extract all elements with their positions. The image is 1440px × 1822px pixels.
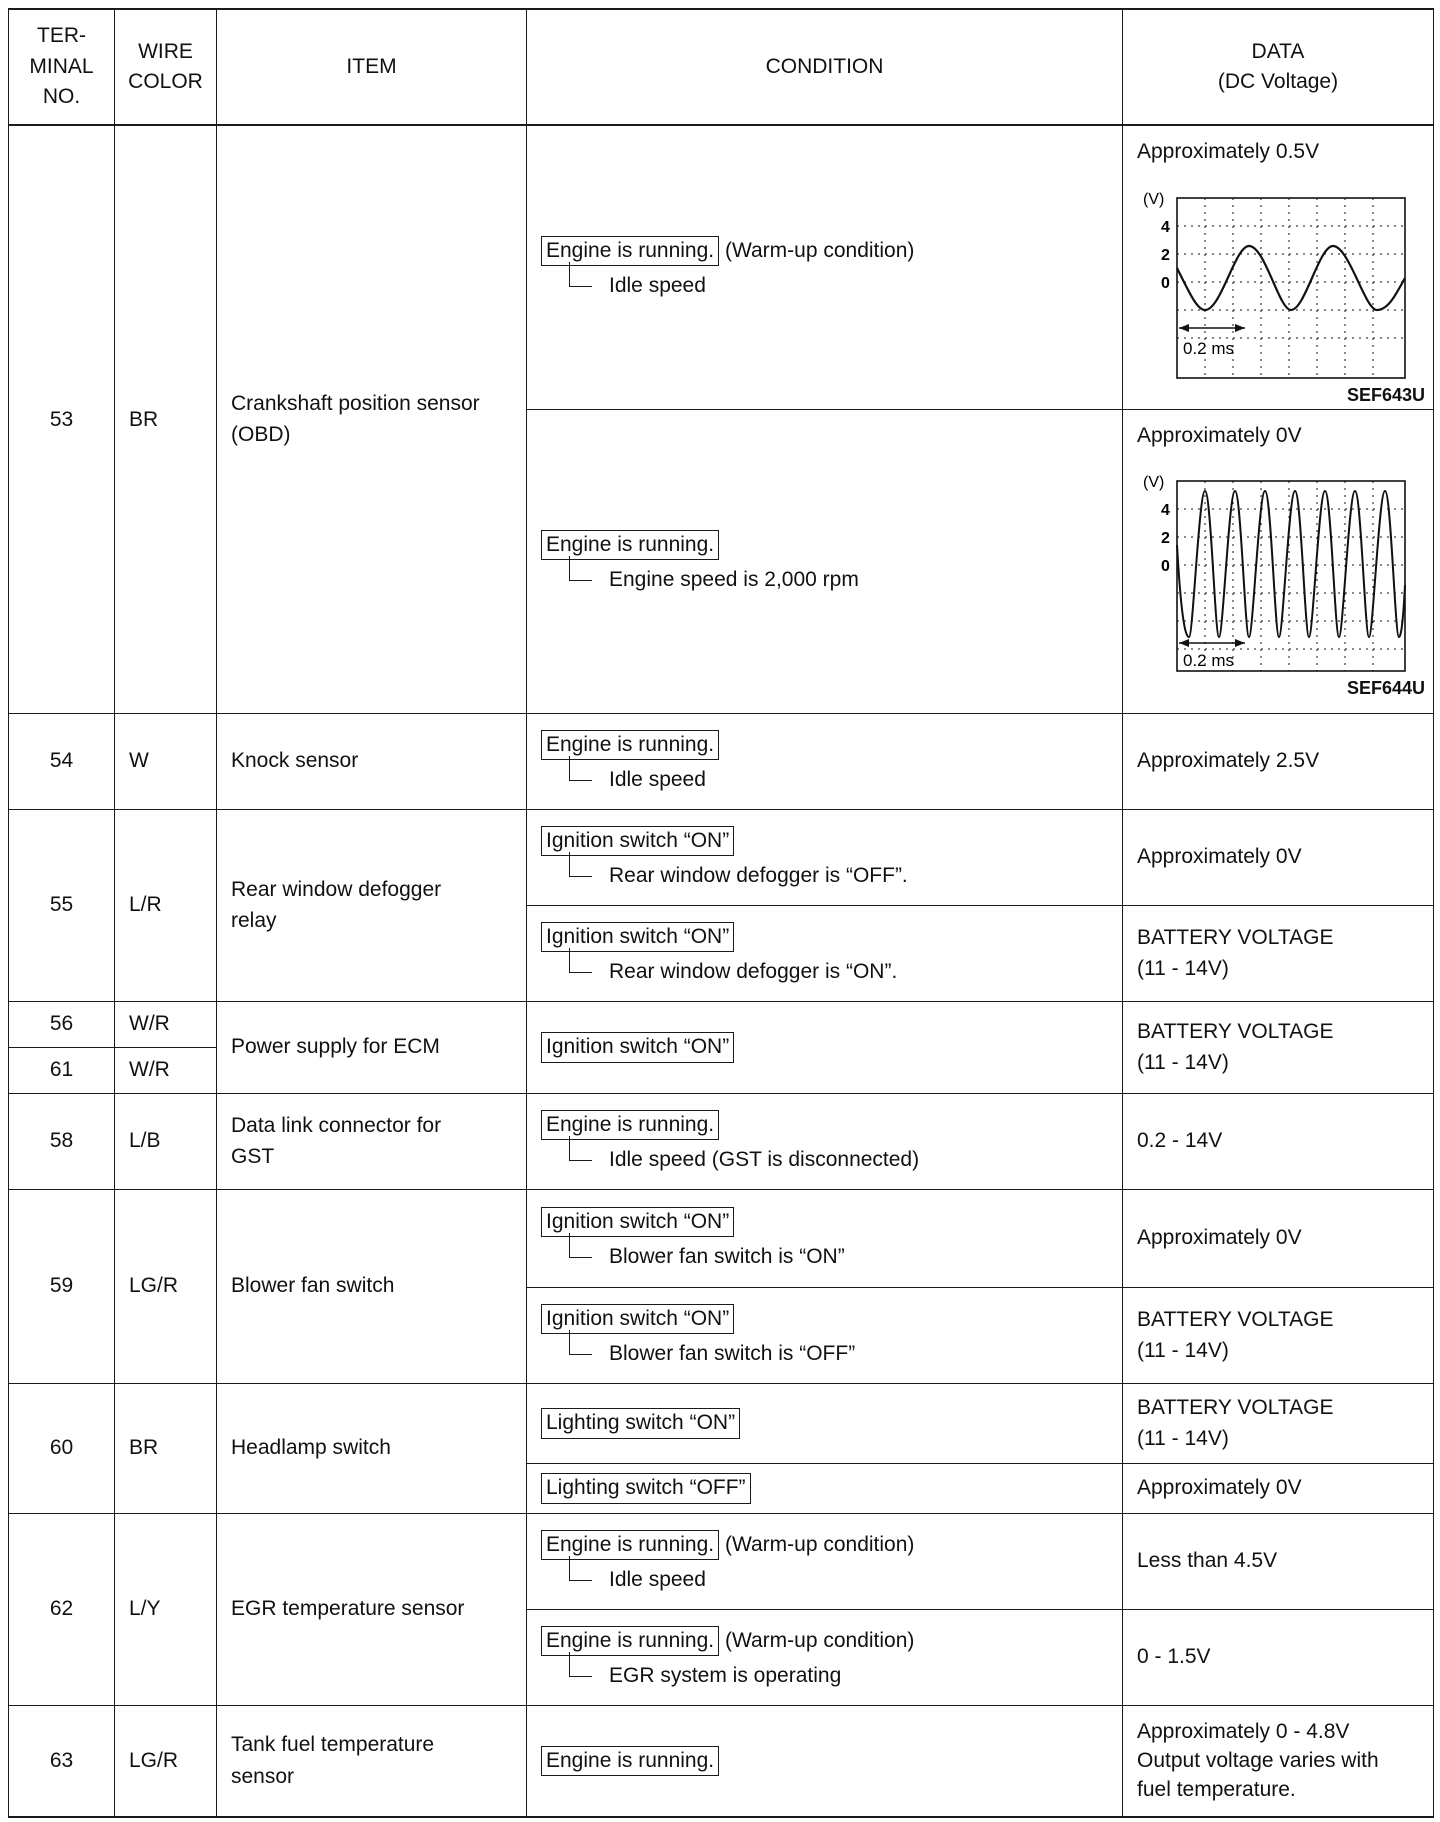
condition-sub: Rear window defogger is “ON”. bbox=[569, 956, 1108, 988]
data-value: Approximately 0V bbox=[1123, 1463, 1434, 1513]
item-name: Blower fan switch bbox=[217, 1189, 527, 1383]
terminal-no: 60 bbox=[9, 1383, 115, 1513]
condition-sub: Rear window defogger is “OFF”. bbox=[569, 860, 1108, 892]
table-row bbox=[9, 1383, 1434, 1463]
waveform-trace bbox=[1177, 246, 1405, 310]
wire-color: L/Y bbox=[115, 1513, 217, 1705]
data-value: Approximately 0 - 4.8V Output voltage varies with fuel temperature. bbox=[1123, 1705, 1434, 1817]
terminal-data-table-page bbox=[8, 8, 1433, 1818]
table-row bbox=[9, 1513, 1434, 1609]
condition-main: Engine is running. bbox=[541, 1110, 719, 1140]
condition-cell bbox=[527, 125, 1123, 409]
item-name: EGR temperature sensor bbox=[217, 1513, 527, 1705]
time-span-label: 0.2 ms bbox=[1183, 338, 1235, 358]
wave-tick: 4 bbox=[1161, 502, 1170, 519]
data-value: BATTERY VOLTAGE (11 - 14V) bbox=[1123, 1001, 1434, 1093]
wave-tick: 0 bbox=[1161, 274, 1170, 292]
item-name: Knock sensor bbox=[217, 713, 527, 809]
condition-cell bbox=[527, 1463, 1123, 1513]
condition-cell bbox=[527, 713, 1123, 809]
header-item: ITEM bbox=[217, 9, 527, 125]
condition-cell bbox=[527, 409, 1123, 713]
waveform-idle bbox=[1141, 182, 1411, 382]
condition-extra: (Warm-up condition) bbox=[724, 1532, 915, 1556]
header-condition: CONDITION bbox=[527, 9, 1123, 125]
condition-extra: (Warm-up condition) bbox=[724, 1628, 915, 1652]
wire-color: W bbox=[115, 713, 217, 809]
data-value: BATTERY VOLTAGE (11 - 14V) bbox=[1123, 1287, 1434, 1383]
condition-cell bbox=[527, 1093, 1123, 1189]
condition-main: Lighting switch “ON” bbox=[541, 1408, 740, 1438]
item-name: Data link connector for GST bbox=[217, 1093, 527, 1189]
item-name: Crankshaft position sensor (OBD) bbox=[217, 125, 527, 713]
data-value: Approximately 0V bbox=[1123, 1189, 1434, 1287]
data-value: 0 - 1.5V bbox=[1123, 1609, 1434, 1705]
condition-main: Engine is running. bbox=[541, 1746, 719, 1776]
terminal-no: 53 bbox=[9, 125, 115, 713]
wire-color: BR bbox=[115, 125, 217, 713]
condition-main: Ignition switch “ON” bbox=[541, 826, 734, 856]
condition-sub: Idle speed bbox=[569, 764, 1108, 796]
terminal-no: 59 bbox=[9, 1189, 115, 1383]
condition-cell bbox=[527, 1705, 1123, 1817]
condition-sub: Idle speed bbox=[569, 270, 1108, 302]
header-wire-color: WIRE COLOR bbox=[115, 9, 217, 125]
wave-unit: (V) bbox=[1143, 474, 1165, 491]
condition-main: Lighting switch “OFF” bbox=[541, 1473, 751, 1503]
data-value: BATTERY VOLTAGE (11 - 14V) bbox=[1123, 1383, 1434, 1463]
data-cell bbox=[1123, 125, 1434, 409]
table-row bbox=[9, 125, 1434, 409]
data-cell bbox=[1123, 409, 1434, 713]
data-value: 0.2 - 14V bbox=[1123, 1093, 1434, 1189]
condition-sub: EGR system is operating bbox=[569, 1660, 1108, 1692]
condition-sub: Engine speed is 2,000 rpm bbox=[569, 564, 1108, 596]
terminal-no: 55 bbox=[9, 809, 115, 1001]
condition-cell bbox=[527, 905, 1123, 1001]
data-value: Less than 4.5V bbox=[1123, 1513, 1434, 1609]
data-value: Approximately 0V bbox=[1137, 423, 1302, 447]
condition-cell bbox=[527, 1383, 1123, 1463]
condition-cell bbox=[527, 1287, 1123, 1383]
table-row bbox=[9, 809, 1434, 905]
condition-main: Ignition switch “ON” bbox=[541, 922, 734, 952]
terminal-no: 61 bbox=[9, 1047, 115, 1093]
condition-sub: Idle speed (GST is disconnected) bbox=[569, 1144, 1108, 1176]
table-row bbox=[9, 1705, 1434, 1817]
condition-sub: Blower fan switch is “ON” bbox=[569, 1241, 1108, 1273]
figure-id: SEF644U bbox=[1346, 678, 1425, 698]
wire-color: L/R bbox=[115, 809, 217, 1001]
table-row bbox=[9, 713, 1434, 809]
condition-sub: Idle speed bbox=[569, 1564, 1108, 1596]
item-name: Rear window defogger relay bbox=[217, 809, 527, 1001]
waveform-trace bbox=[1177, 491, 1405, 637]
condition-main: Ignition switch “ON” bbox=[541, 1304, 734, 1334]
wave-tick: 2 bbox=[1161, 530, 1170, 547]
condition-cell bbox=[527, 1513, 1123, 1609]
wave-tick: 0 bbox=[1161, 558, 1170, 575]
table-row bbox=[9, 1189, 1434, 1287]
terminal-no: 56 bbox=[9, 1001, 115, 1047]
wave-tick: 4 bbox=[1161, 218, 1170, 236]
wire-color: LG/R bbox=[115, 1705, 217, 1817]
table-row bbox=[9, 1001, 1434, 1047]
data-value: BATTERY VOLTAGE (11 - 14V) bbox=[1123, 905, 1434, 1001]
data-value: Approximately 2.5V bbox=[1123, 713, 1434, 809]
table-header-row bbox=[9, 9, 1434, 125]
data-value: Approximately 0V bbox=[1123, 809, 1434, 905]
terminal-no: 58 bbox=[9, 1093, 115, 1189]
item-name: Tank fuel temperature sensor bbox=[217, 1705, 527, 1817]
wire-color: W/R bbox=[115, 1047, 217, 1093]
terminal-no: 63 bbox=[9, 1705, 115, 1817]
terminal-no: 54 bbox=[9, 713, 115, 809]
condition-main: Engine is running. bbox=[541, 1530, 719, 1560]
condition-cell bbox=[527, 1001, 1123, 1093]
terminal-no: 62 bbox=[9, 1513, 115, 1705]
time-span-label: 0.2 ms bbox=[1183, 651, 1235, 670]
condition-main: Engine is running. bbox=[541, 236, 719, 266]
wave-unit: (V) bbox=[1143, 190, 1165, 208]
condition-cell bbox=[527, 809, 1123, 905]
wire-color: BR bbox=[115, 1383, 217, 1513]
condition-sub: Blower fan switch is “OFF” bbox=[569, 1338, 1108, 1370]
data-value: Approximately 0.5V bbox=[1137, 140, 1320, 163]
header-data: DATA (DC Voltage) bbox=[1123, 9, 1434, 125]
condition-main: Ignition switch “ON” bbox=[541, 1207, 734, 1237]
condition-main: Ignition switch “ON” bbox=[541, 1032, 734, 1062]
ecm-terminal-table bbox=[8, 8, 1434, 1818]
condition-cell bbox=[527, 1609, 1123, 1705]
wire-color: W/R bbox=[115, 1001, 217, 1047]
condition-main: Engine is running. bbox=[541, 1626, 719, 1656]
wire-color: LG/R bbox=[115, 1189, 217, 1383]
waveform-2000rpm bbox=[1141, 465, 1411, 675]
item-name: Power supply for ECM bbox=[217, 1001, 527, 1093]
table-row bbox=[9, 1093, 1434, 1189]
condition-main: Engine is running. bbox=[541, 730, 719, 760]
condition-cell bbox=[527, 1189, 1123, 1287]
condition-main: Engine is running. bbox=[541, 530, 719, 560]
wave-tick: 2 bbox=[1161, 246, 1170, 264]
condition-extra: (Warm-up condition) bbox=[724, 238, 915, 262]
header-terminal-no: TER- MINAL NO. bbox=[9, 9, 115, 125]
wire-color: L/B bbox=[115, 1093, 217, 1189]
item-name: Headlamp switch bbox=[217, 1383, 527, 1513]
figure-id: SEF643U bbox=[1346, 384, 1425, 405]
